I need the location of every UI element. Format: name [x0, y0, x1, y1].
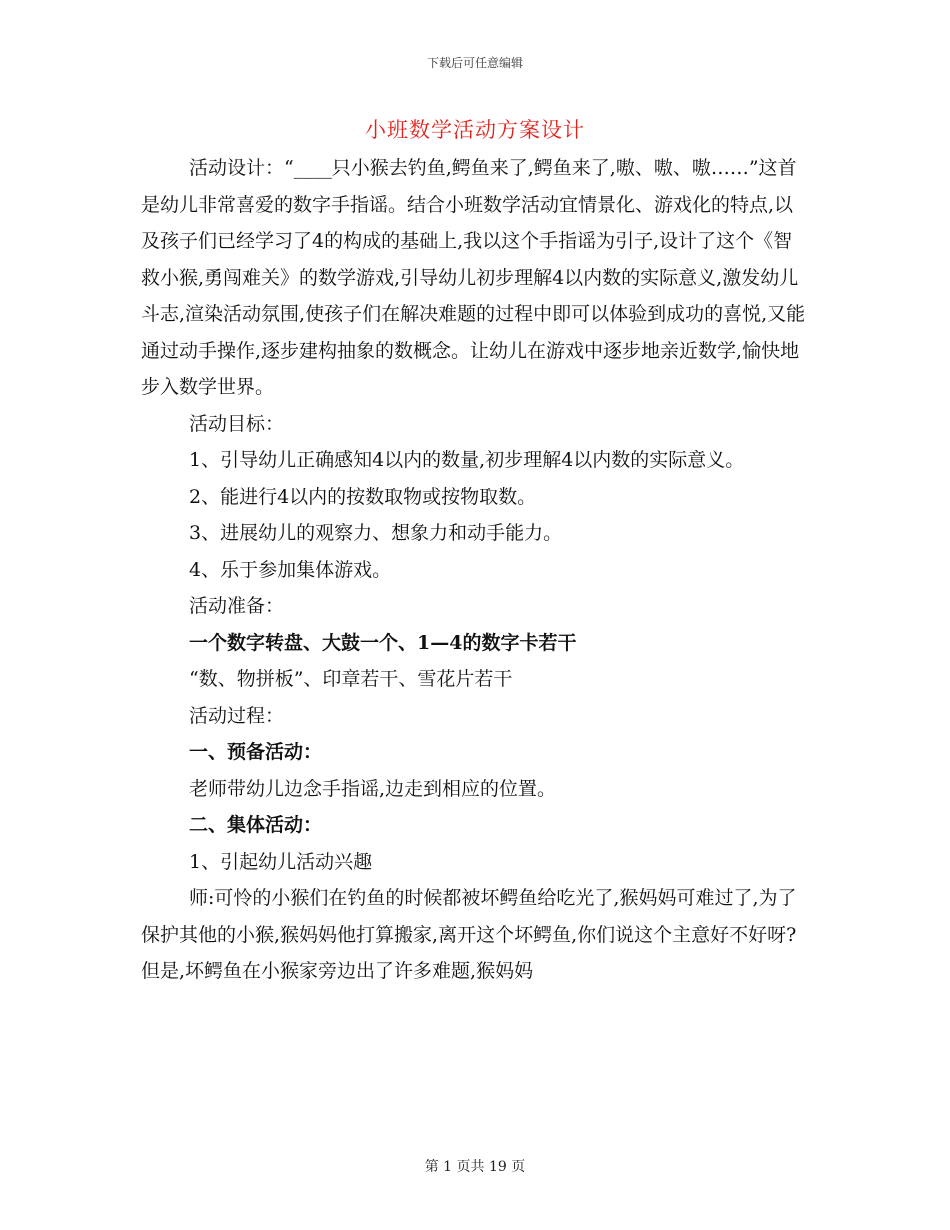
heading-activity-goals: 活动目标： [189, 412, 285, 435]
subheading-interest: 1、引起幼儿活动兴趣 [189, 850, 373, 873]
paragraph-teacher-story: 师:可怜的小猴们在钓鱼的时候都被坏鳄鱼给吃光了,猴妈妈可难过了,为了保护其他的小猴,猴妈妈他打算搬家,离开这个坏鳄鱼,你们说这个主意好不好呀?但是,坏鳄鱼在小猴家旁边出了许多难题,猴妈妈 [141, 887, 797, 982]
section-heading-warmup: 一、预备活动： [189, 741, 323, 763]
document-body [141, 150, 809, 990]
goal-item-1: 1、引导幼儿正确感知4以内的数量,初步理解4以内数的实际意义。 [189, 449, 745, 471]
paragraph-activity-design: 活动设计：“____只小猴去钓鱼,鳄鱼来了,鳄鱼来了,嗷、嗷、嗷……”这首是幼儿非常喜爱的数字手指谣。结合小班数学活动宜情景化、游戏化的特点,以及孩子们已经学习了4的构成的基础上,我以这个手指谣为引子,设计了这个《智救小猴,勇闯难关》的数学游戏,引导幼儿初步理解4以内数的实际意义,激发幼儿斗志,渲染活动氛围,使孩子们在解决难题的过程中即可以体验到成功的喜悦,又能通过动手操作,逐步建构抽象的数概念。让幼儿在游戏中逐步地亲近数学,愉快地步入数学世界。 [141, 157, 806, 398]
preparation-item-2: “数、物拼板”、印章若干、雪花片若干 [189, 668, 513, 690]
paragraph-warmup: 老师带幼儿边念手指谣,边走到相应的位置。 [189, 777, 557, 800]
heading-activity-preparation: 活动准备： [189, 595, 285, 617]
section-heading-group-activity: 二、集体活动： [189, 814, 323, 836]
preparation-item-1: 一个数字转盘、大鼓一个、1—4的数字卡若干 [189, 631, 577, 654]
document-title: 小班数学活动方案设计 [365, 118, 585, 142]
heading-activity-process: 活动过程： [189, 704, 285, 727]
goal-item-4: 4、乐于参加集体游戏。 [189, 558, 392, 581]
page-number: 第 1 页共 19 页 [424, 1159, 526, 1175]
goal-item-2: 2、能进行4以内的按数取物或按物取数。 [189, 485, 537, 508]
goal-item-3: 3、进展幼儿的观察力、想象力和动手能力。 [189, 522, 563, 544]
page-header-note: 下载后可任意编辑 [426, 56, 523, 70]
